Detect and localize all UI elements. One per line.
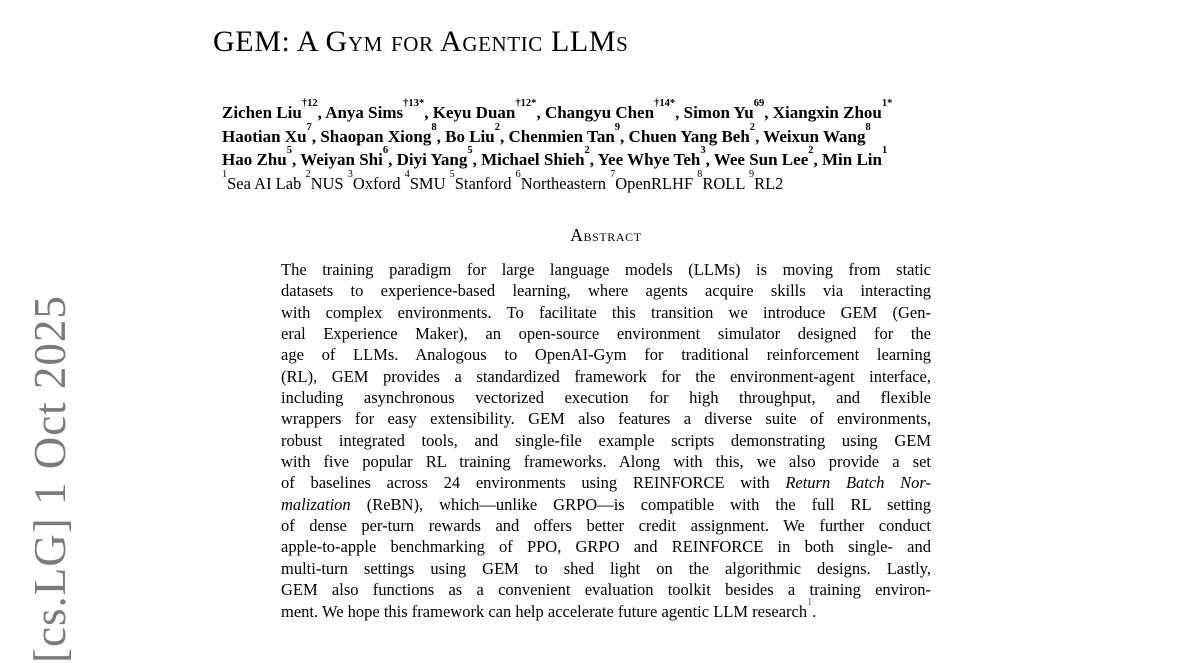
- text-segment: Stanford: [454, 173, 516, 193]
- text-segment: , Min Lin: [813, 150, 882, 169]
- abstract-text: [281, 259, 931, 622]
- author-superscript: 8: [865, 121, 871, 133]
- text-segment: Northeastern: [520, 173, 611, 193]
- author-superscript: 9: [748, 168, 755, 180]
- abstract-line: [281, 579, 931, 600]
- text-segment: ment. We hope this framework can help accelerate future agentic LLM research: [281, 601, 808, 621]
- abstract-line: [281, 323, 931, 344]
- text-segment: wrappers for easy extensibility. GEM also features a diverse suite of environments,: [281, 409, 931, 429]
- affiliation-block: [222, 168, 1003, 196]
- author-superscript: 7: [610, 168, 616, 180]
- author-superscript: †12*: [515, 98, 537, 110]
- text-segment: NUS: [310, 173, 348, 193]
- author-superscript: 2: [305, 168, 311, 180]
- author-superscript: 2: [749, 121, 756, 133]
- author-superscript: 6: [382, 145, 389, 157]
- paper-page: [213, 24, 1003, 622]
- abstract-line: [281, 515, 931, 536]
- arxiv-stamp: [cs.LG] 1 Oct 2025: [25, 295, 75, 663]
- author-superscript: 1*: [881, 98, 893, 110]
- abstract-line: [281, 472, 931, 493]
- text-segment: Oxford: [352, 173, 405, 193]
- author-superscript: 1: [882, 145, 888, 157]
- text-segment: (ReBN), which—unlike GRPO—is compatible with the full RL setting: [350, 494, 931, 514]
- text-segment: with five popular RL training frameworks. Along with this, we also provide a set: [281, 452, 931, 472]
- text-segment: , Michael Shieh: [472, 150, 585, 169]
- text-segment: Zichen Liu: [222, 103, 302, 122]
- text-segment: , Diyi Yang: [388, 150, 468, 169]
- text-segment: RL2: [754, 173, 784, 193]
- abstract-line: [281, 596, 931, 622]
- author-superscript: 8: [697, 168, 703, 180]
- author-superscript: 8: [431, 121, 437, 133]
- text-segment: including asynchronous vectorized execution for high throughput, and flexible: [281, 388, 931, 408]
- author-line: [222, 98, 1003, 125]
- author-superscript: 5: [286, 145, 292, 157]
- text-segment: , Weiyan Shi: [292, 150, 383, 169]
- abstract-line: [281, 494, 931, 515]
- text-segment: of baselines across 24 environments using REINFORCE with: [281, 473, 786, 493]
- text-segment: eral Experience Maker), an open-source environment simulator designed for the: [281, 324, 931, 344]
- author-superscript: 1: [222, 168, 228, 180]
- abstract-line: [281, 536, 931, 557]
- text-segment: , Chuen Yang Beh: [620, 126, 750, 146]
- text-segment: , Wee Sun Lee: [705, 150, 809, 169]
- text-segment: datasets to experience-based learning, where agents acquire skills via interacting: [281, 281, 931, 301]
- abstract-line: [281, 344, 931, 365]
- text-segment: SMU: [409, 173, 450, 193]
- text-segment: , Simon Yu: [675, 103, 754, 122]
- text-segment: robust integrated tools, and single-file example scripts demonstrating using GEM: [281, 430, 931, 450]
- abstract-line: [281, 558, 931, 579]
- abstract-line: [281, 366, 931, 387]
- abstract-line: [281, 259, 931, 280]
- abstract-line: [281, 451, 931, 472]
- author-superscript: †14*: [654, 98, 676, 110]
- text-segment: , Anya Sims: [317, 103, 404, 122]
- author-superscript: †12: [301, 98, 318, 110]
- text-segment: apple-to-apple benchmarking of PPO, GRPO and REINFORCE in both single- and: [281, 537, 931, 557]
- text-segment: , Changyu Chen: [536, 103, 655, 122]
- text-segment: of dense per-turn rewards and offers better credit assignment. We further conduct: [281, 516, 931, 536]
- text-segment: , Chenmien Tan: [499, 126, 615, 146]
- author-line: [222, 145, 1003, 172]
- author-superscript: 5: [449, 168, 455, 180]
- text-segment: Hao Zhu: [222, 150, 287, 169]
- text-segment: , Weixun Wang: [755, 126, 866, 146]
- abstract-line: [281, 387, 931, 408]
- author-superscript: 9: [614, 121, 621, 133]
- author-superscript: 2: [808, 145, 814, 157]
- text-segment: , Bo Liu: [436, 126, 495, 146]
- abstract-line: [281, 302, 931, 323]
- text-segment: , Keyu Duan: [424, 103, 516, 122]
- text-segment: with complex environments. To facilitate this transition we introduce GEM (Gen-: [281, 302, 931, 322]
- abstract-line: [281, 280, 931, 301]
- author-superscript: 5: [467, 145, 473, 157]
- text-segment: , Shaopan Xiong: [311, 126, 432, 146]
- text-segment: ROLL: [702, 173, 749, 193]
- text-segment: Haotian Xu: [222, 126, 307, 146]
- author-block: [222, 98, 1003, 172]
- text-segment: The training paradigm for large language models (LLMs) is moving from static: [281, 260, 931, 279]
- text-segment: Sea AI Lab: [227, 173, 306, 193]
- author-superscript: 69: [753, 98, 765, 110]
- abstract-heading: Abstract: [570, 225, 642, 245]
- footnote-link[interactable]: 1: [807, 596, 813, 608]
- author-superscript: 2: [494, 121, 500, 133]
- text-segment: multi-turn settings using GEM to shed light on the algorithmic designs. Lastly,: [281, 558, 931, 578]
- italic-text-segment: Return Batch Nor-: [785, 473, 931, 493]
- text-segment: , Xiangxin Zhou: [764, 103, 882, 122]
- author-superscript: 3: [700, 145, 706, 157]
- abstract-line: [281, 408, 931, 429]
- text-segment: GEM also functions as a convenient evaluation toolkit besides a training environ-: [281, 580, 931, 600]
- paper-title: GEM: A Gym for Agentic LLMs: [213, 25, 629, 58]
- abstract-line: [281, 430, 931, 451]
- italic-text-segment: malization: [281, 494, 351, 514]
- author-superscript: 3: [347, 168, 353, 180]
- author-superscript: 6: [515, 168, 521, 180]
- author-superscript: 4: [404, 168, 410, 180]
- text-segment: OpenRLHF: [615, 173, 698, 193]
- text-segment: .: [812, 601, 817, 621]
- text-segment: age of LLMs. Analogous to OpenAI-Gym for traditional reinforcement learning: [281, 345, 931, 365]
- affiliation-line: [222, 168, 1003, 196]
- author-superscript: 7: [306, 121, 312, 133]
- text-segment: , Yee Whye Teh: [589, 150, 701, 169]
- author-superscript: †13*: [403, 98, 425, 110]
- text-segment: (RL), GEM provides a standardized framework for the environment-agent interface,: [281, 366, 931, 386]
- author-superscript: 2: [584, 145, 590, 157]
